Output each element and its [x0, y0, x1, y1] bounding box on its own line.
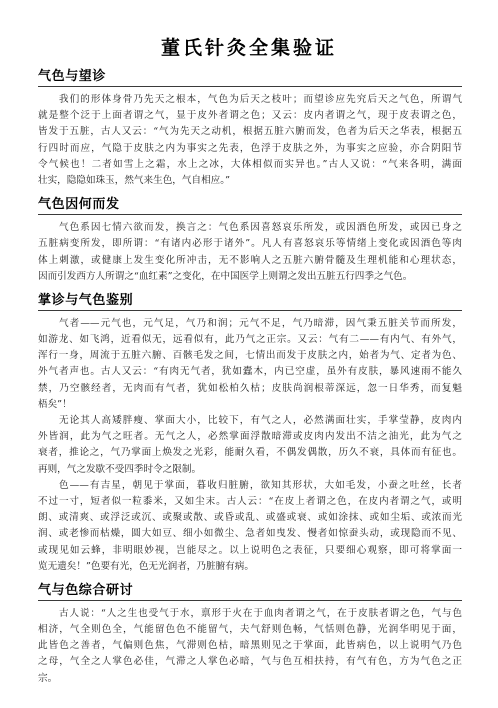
text-line: 相济，气全则色全，气能留色色不能留气，夫气舒则色畅，气恬则色静，光润华明见于面，: [38, 624, 462, 636]
text-line: 五脏病变所发，即所谓：“有诸内必形于诸外”。凡人有喜怒哀乐等情绪上变化或因酒色等肉: [38, 238, 462, 250]
text-line: 皆发于五脏，古人又云：“气为先天之动机，根据五脏六腑而发，色者为后天之华表，根据五: [38, 126, 462, 138]
text-line: 就是整个泛于上面者谓之气，显于皮外者谓之色；又云：皮内者谓之气，现于皮表谓之色，: [38, 110, 462, 122]
section-body: [38, 606, 462, 687]
paragraph: [38, 220, 462, 285]
text-line: 气色系因七情六欲而发，换言之：气色系因喜怒哀乐所发，或因酒色所发，或因已身之: [59, 222, 462, 234]
section: [38, 196, 462, 285]
text-line: 古人说：“人之生也受气于水，禀形于火在于血肉者谓之气，在于皮肤者谓之色，气与色: [59, 607, 462, 619]
text-line: 梧矣”！: [38, 398, 72, 410]
document-body: [38, 68, 462, 687]
section-body: [38, 92, 462, 189]
section-heading: 气色因何而发: [38, 196, 462, 215]
text-line: 朗、或清爽、或浮泛或沉、或聚或散、或昏或乱、或盛或衰、或如涂抹、或如尘垢、或浓而光: [38, 512, 462, 524]
text-line: 体上刺激，或健康上发生变化所冲击，无不影响人之五脏六腑骨髓及生理机能和心理状态，: [38, 254, 462, 266]
text-line: 行四时而应，气隐于皮肤之内为事实之先表，色浮于皮肤之外，为事实之应验，亦合阴阳节: [38, 142, 462, 154]
text-line: 览无遗矣！”色要有光，色无光润者，乃脏腑有病。: [38, 560, 254, 572]
text-line: 气者——元气也，元气足，气乃和润；元气不足，气乃暗滞，因气秉五脏关节而所发，: [59, 317, 462, 329]
text-line: 因而引发西方人所谓之“血红素”之变化，在中国医学上则谓之发出五脏五行四季之气色。: [38, 270, 413, 282]
text-line: 宗。: [38, 672, 58, 684]
paragraph: [38, 316, 462, 413]
text-line: 无论其人高矮胖瘦、掌面大小，比较下，有气之人，必然满面壮实，手掌莹静，皮肉内: [59, 415, 462, 426]
paragraph: [38, 413, 462, 478]
text-line: 壮实，隐隐如珠玉，然气来生色，气自相应。”: [38, 174, 230, 186]
section-heading: 气色与望诊: [38, 68, 462, 87]
text-line: 浑行一身，周流于五脏六腑、百骸毛发之间，七情出而发于皮肤之内，始者为气、定者为色、: [38, 350, 462, 362]
text-line: 外皆润，此为气之旺者。无气之人，必然掌面浮散暗滞或皮肉内发出不洁之油光，此为气之: [38, 431, 462, 443]
page-title: 董氏针灸全集验证: [160, 37, 337, 59]
text-line: 之母，气全之人掌色必佳，气滞之人掌色必暗，气与色互相扶持，有气有色，方为气色之正: [38, 656, 462, 668]
text-line: 禁，乃空骸经者，无肉而有气者，犹如松柏久枯；皮肤尚润根蒂深远，忽一日华秀，而复魁: [38, 382, 462, 394]
section: [38, 292, 462, 575]
text-line: 色——有吉星，朝见于掌面，暮收归脏腑，欲知其形状，大如毛发，小蚕之吐丝，长者: [59, 479, 462, 491]
text-line: 此皆色之善者，气偏则色焦，气滞则色枯，暗黑则见之于掌面，此皆病色，以上说明气乃色: [38, 640, 462, 652]
paragraph: [38, 478, 462, 575]
section-heading: 气与色综合研讨: [38, 582, 462, 601]
text-line: 外气者声也。古人又云：“有肉无气者，犹如蠹木，内已空虚，虽外有皮肤，暴风速雨不能久: [38, 366, 462, 378]
section-body: [38, 316, 462, 575]
text-line: 或现见如云蜂，非明眼妙视，岂能尽之。以上说明色之表征，只要细心观察，即可将掌面一: [38, 544, 462, 556]
text-line: 不过一寸，短者似一粒黍米，又如尘末。古人云：“在皮上者谓之色，在皮内者谓之气，或明: [38, 495, 462, 507]
text-line: 令气候也！二者如雪上之霜，水上之冰，大体相似而实异也。”古人又说：“气来各明，满面: [38, 158, 462, 170]
text-line: 衰者，推论之，气乃掌面上焕发之光彩，能耐久看，不偶发偶散，历久不衰，具体而有征也。: [38, 447, 462, 459]
paragraph: [38, 606, 462, 687]
text-line: 我们的形体身骨乃先天之根本，气色为后天之枝叶；而望诊应先究后天之气色，所谓气: [59, 94, 462, 105]
section: [38, 68, 462, 189]
text-line: 如游龙、如飞鸿，近看似无，远看似有，此乃气之正宗。又云：气有二——有内气、有外气，: [38, 334, 462, 346]
section-heading: 掌诊与气色鉴别: [38, 292, 462, 311]
section-body: [38, 220, 462, 285]
text-line: 再则，气之发歇不受四季时令之限制。: [38, 463, 202, 475]
text-line: 润、或老惨而枯燥，圆大如豆、细小如微尘、急者如曳发、慢者如惊蚕头动，或现隐而不见、: [38, 528, 462, 540]
section: [38, 582, 462, 687]
paragraph: [38, 92, 462, 189]
